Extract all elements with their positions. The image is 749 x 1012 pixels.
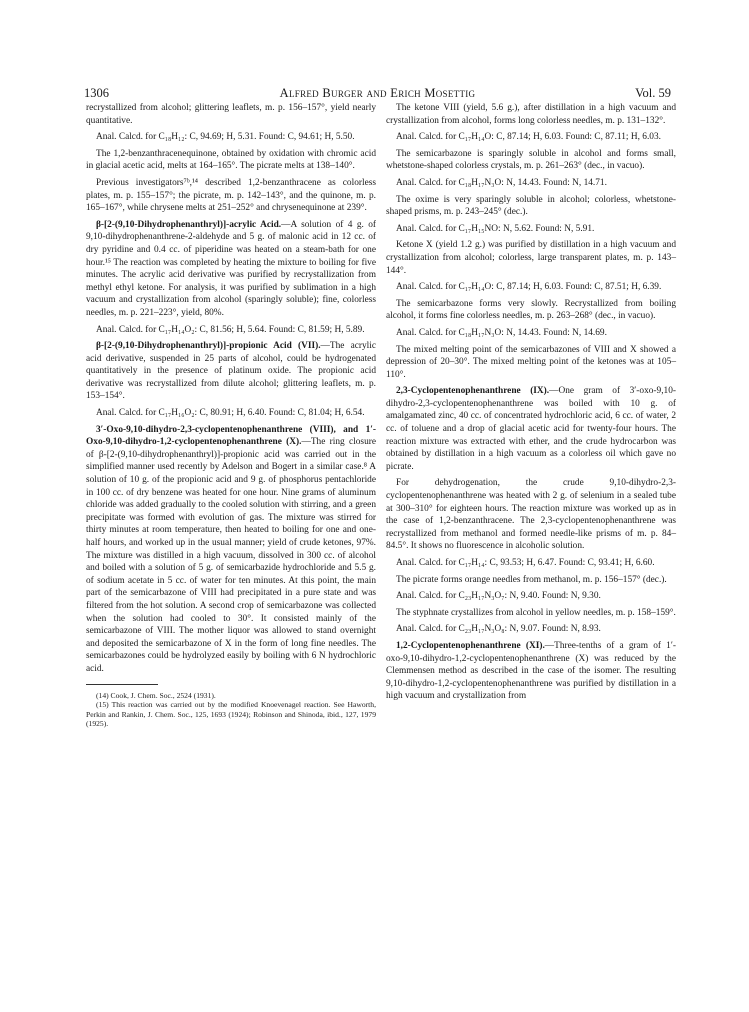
paragraph [386,148,676,173]
paragraph-text: Anal. Calcd. for C₁₇H₁₄: C, 93.53; H, 6.47. Found: C, 93.41; H, 6.60. [396,558,655,568]
paragraph [386,574,676,587]
paragraph [86,131,376,144]
paragraph-text: Previous investigators⁷ᵇ,¹⁴ described 1,2-benzanthracene as colorless plates, m. p. 155–157°; the picrate, m. p. 142–143°, and the quinone, m. p. 165–167°, while chrysene melts at 251–252° and chrysenequinone at 239°. [86,177,376,214]
paragraph [386,623,676,636]
paragraph [386,640,676,703]
paragraph [86,424,376,676]
paragraph-text: Anal. Calcd. for C₁₈H₁₇N₃O: N, 14.43. Found: N, 14.69. [396,327,607,338]
paragraph-text: —The ring closure of β-[2-(9,10-dihydrophenanthryl)]-propionic acid was carried out in the simplified manner used recently by Adelson and Bogert in a similar case.⁸ A solution of 10 g. of the propionic acid and 9 g. of phosphorus pentachloride in 100 cc. of dry benzene was heated for one hour. Nine grams of aluminum chloride was added gradually to the cooled solution with stirring, and a green precipitate was formed with evolution of gas. The mixture was stirred for thirty minutes at room temperature, then heated to boiling for one and one-half hours, and worked up in the usual manner; yield of crude ketones, 97%. The mixture was distilled in a high vacuum, dissolved in 300 cc. of alcohol and boiled with a solution of 5 g. of semicarbazide hydrochloride and 5.5 g. of sodium acetate in 5 cc. of water for ten minutes. At this point, the main part of the semicarbazone of VIII had precipitated in a pure state and was filtered from the hot solution. A second crop of semicarbazone was collected when the solution had cooled to 30°. It consisted mainly of the semicarbazone of VIII. The mother liquor was allowed to stand overnight and deposited the semicarbazone of X in the form of long fine needles. The semicarbazones could be hydrolyzed easily by boiling with 6 N hydrochloric acid. [86,437,377,674]
paragraph [386,557,676,570]
section-heading: 2,3-Cyclopentenophenanthrene (IX). [396,386,550,397]
paragraph [86,219,376,320]
footnote: (14) Cook, J. Chem. Soc., 2524 (1931). [96,690,216,700]
paragraph-text: For dehydrogenation, the crude 9,10-dihydro-2,3-cyclopentenophenanthrene was heated with 2 g. of selenium in a sealed tube at 300–310° for eighteen hours. The reaction mixture was worked up as in the case of 1,2-benzanthracene. The 2,3-cyclopentenophenanthrene was recrystallized from methanol and formed needle-like prisms of m. p. 84–84.5°. It shows no fluorescence in alcoholic solution. [386,478,676,552]
paragraph [386,239,676,277]
paragraph [386,194,676,219]
paragraph-text: The ketone VIII (yield, 5.6 g.), after distillation in a high vacuum and crystallization from alcohol, forms long colorless needles, m. p. 131–132°. [386,103,676,126]
section-heading: 3′-Oxo-9,10-dihydro-2,3-cyclopentenophenanthrene (VIII), and 1′-Oxo-9,10-dihydro-1,2-cyclopentenophenanthrene (X). [86,424,376,448]
paragraph-text: recrystallized from alcohol; glittering leaflets, m. p. 156–157°, yield nearly quantitative. [86,103,376,126]
paragraph-text: The semicarbazone forms very slowly. Recrystallized from boiling alcohol, it forms fine colorless needles, m. p. 263–268° (dec., in vacuo). [386,298,676,322]
paragraph [86,324,376,337]
paragraph-text: Anal. Calcd. for C₁₈H₁₇N₃O: N, 14.43. Found: N, 14.71. [396,177,607,188]
paragraph-text: Ketone X (yield 1.2 g.) was purified by distillation in a high vacuum and crystallization from alcohol; colorless, large transparent plates, m. p. 143–144°. [386,240,676,276]
paragraph-text: The 1,2-benzanthracenequinone, obtained by oxidation with chromic acid in glacial acetic acid, melts at 164–165°. The picrate melts at 138–140°. [86,148,376,172]
paragraph [386,590,676,603]
paragraph [386,298,676,323]
paragraph-text: Anal. Calcd. for C₁₇H₁₅NO: N, 5.62. Found: N, 5.91. [396,223,595,234]
paragraph [386,281,676,294]
paragraph [86,340,376,403]
paragraph [386,102,676,127]
section-heading: 1,2-Cyclopentenophenanthrene (XI). [396,640,545,651]
paragraph [86,177,376,215]
paragraph-text: Anal. Calcd. for C₂₃H₁₇N₃O₈: N, 9.07. Found: N, 8.93. [396,624,601,635]
paragraph [386,385,676,473]
paragraph [386,607,676,620]
paragraph-text: —The acrylic acid derivative, suspended in 25 parts of alcohol, could be hydrogenated quantitatively in the presence of platinum oxide. The propionic acid derivative was recrystallized from dilute alcohol; glittering leaflets, m. p. 153–154°. [86,341,376,402]
paragraph-text: Anal. Calcd. for C₁₇H₁₆O₂: C, 80.91; H, 6.40. Found: C, 81.04; H, 6.54. [96,408,365,419]
paragraph-text: The mixed melting point of the semicarbazones of VIII and X showed a depression of 20–30°. The mixed melting point of the ketones was at 105–110°. [386,344,676,380]
paragraph [86,407,376,420]
footnote: (15) This reaction was carried out by the modified Knoevenagel reaction. See Haworth, Perkin and Rankin, J. Chem. Soc., 125, 1693 (1924); Robinson and Shinoda, ibid., 127, 1979 (1925). [86,700,376,729]
volume-label: Vol. 59 [635,86,671,100]
paragraph [386,223,676,236]
paragraph-text: Anal. Calcd. for C₁₇H₁₄O: C, 87.14; H, 6.03. Found: C, 87.11; H, 6.03. [396,132,661,143]
paragraph [386,344,676,382]
paragraph [386,327,676,340]
paragraph-text: The oxime is very sparingly soluble in alcohol; colorless, whetstone-shaped prisms, m. p. 243–245° (dec.). [386,194,676,218]
section-heading: β-[2-(9,10-Dihydrophenanthryl)]-acrylic Acid. [96,219,282,230]
section-heading: β-[2-(9,10-Dihydrophenanthryl)]-propionic Acid (VII). [96,341,321,352]
paragraph-text: —One gram of 3′-oxo-9,10-dihydro-2,3-cyclopentenophenanthrene was boiled with 10 g. of amalgamated zinc, 40 cc. of concentrated hydrochloric acid, 6 cc. of water, 2 cc. of toluene and a drop of glacial acetic acid for twenty-four hours. The reaction mixture was extracted with ether, and the crude hydrocarbon was obtained by distillation in a high vacuum as a colorless oil which gave no picrate. [386,386,676,472]
paragraph-text: The picrate forms orange needles from methanol, m. p. 156–157° (dec.). [396,574,667,585]
paragraph [386,177,676,190]
paragraph-text: Anal. Calcd. for C₂₃H₁₇N₃O₇: N, 9.40. Found: N, 9.30. [396,591,601,602]
paragraph-text: Anal. Calcd. for C₁₇H₁₄O: C, 87.14; H, 6.03. Found: C, 87.51; H, 6.39. [396,282,662,293]
paragraph [386,131,676,144]
paragraph [86,102,376,127]
paragraph [386,477,676,553]
left-column [86,102,376,729]
paragraph-text: —A solution of 4 g. of 9,10-dihydrophenanthrene-2-aldehyde and 5 g. of malonic acid in 12 cc. of dry pyridine and 0.4 cc. of piperidine was heated on a steam-bath for one hour.¹⁵ The reaction was completed by heating the mixture to boiling for five minutes. The acrylic acid derivative was purified by recrystallization from methyl ethyl ketone. For analysis, it was purified by sublimation in a high vacuum and crystallization from alcohol (sparingly soluble); fine, colorless needles, m. p. 221–223°, yield, 80%. [86,219,376,318]
footnote-rule [86,684,158,685]
page-number: 1306 [84,86,109,100]
paragraph-text: —Three-tenths of a gram of 1′-oxo-9,10-dihydro-1,2-cyclopentenophenanthrene (X) was reduced by the Clemmensen method as described in the case of the isomer. The resulting 9,10-dihydro-1,2-cyclopentenophenanthrene was purified by distillation in a high vacuum and crystallization from [386,640,676,702]
paragraph-text: The styphnate crystallizes from alcohol in yellow needles, m. p. 158–159°. [396,607,676,618]
paragraph [86,148,376,173]
footnotes [86,691,376,729]
paragraph-text: Anal. Calcd. for C₁₇H₁₄O₂: C, 81.56; H, 5.64. Found: C, 81.59; H, 5.89. [96,324,365,335]
running-title: Alfred Burger and Erich Mosettig [279,86,476,100]
paragraph-text: Anal. Calcd. for C₁₈H₁₂: C, 94.69; H, 5.31. Found: C, 94.61; H, 5.50. [96,132,355,143]
right-column [386,102,676,707]
paragraph-text: The semicarbazone is sparingly soluble in alcohol and forms small, whetstone-shaped colorless crystals, m. p. 261–263° (dec., in vacuo). [386,148,676,172]
